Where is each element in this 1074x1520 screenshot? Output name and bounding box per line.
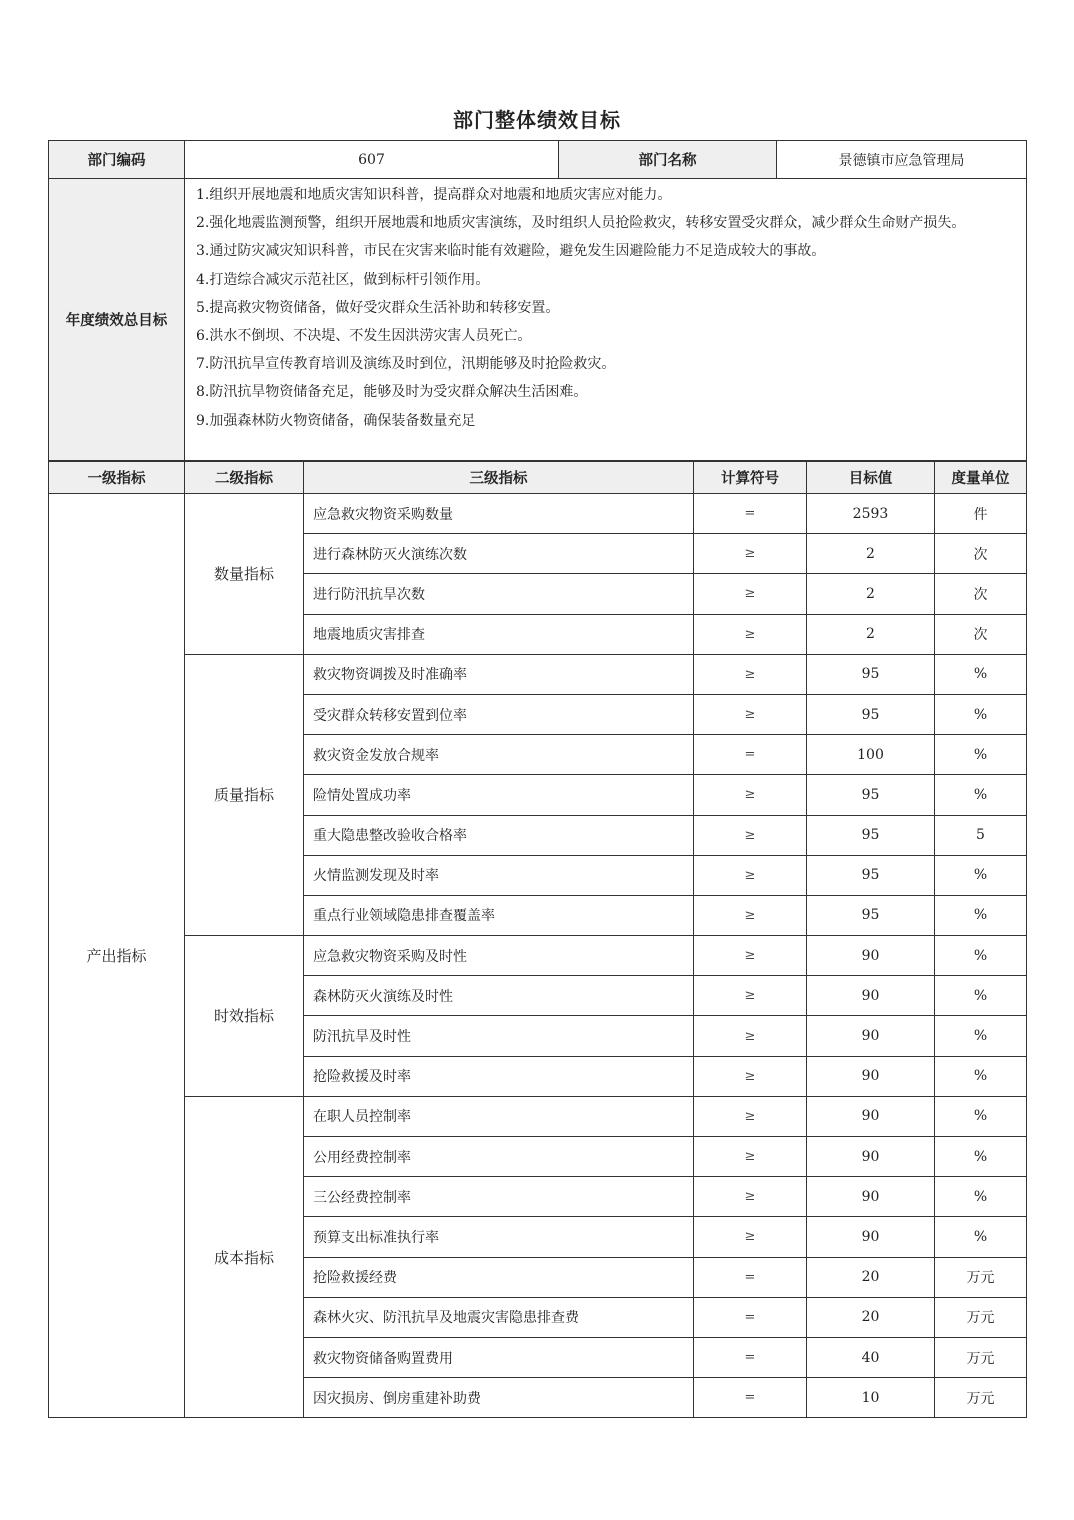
indicator-name: 受灾群众转移安置到位率	[304, 694, 694, 734]
target-value-cell: 40	[807, 1337, 935, 1377]
goal-item: 4.打造综合减灾示范社区，做到标杆引领作用。	[196, 271, 490, 288]
header-level1: 一级指标	[49, 462, 185, 494]
level2-cell: 时效指标	[185, 936, 304, 1097]
operator-cell: ≥	[694, 534, 807, 574]
target-value-cell: 100	[807, 735, 935, 775]
table-row	[49, 654, 1027, 694]
unit-cell: %	[935, 895, 1027, 935]
indicator-name: 森林防灭火演练及时性	[304, 976, 694, 1016]
dept-name-label: 部门名称	[559, 141, 777, 179]
unit-cell: %	[935, 694, 1027, 734]
goal-item: 7.防汛抗旱宣传教育培训及演练及时到位，汛期能够及时抢险救灾。	[196, 356, 616, 373]
unit-cell: 件	[935, 494, 1027, 534]
indicator-name: 森林火灾、防汛抗旱及地震灾害隐患排查费	[304, 1297, 694, 1337]
goal-item: 9.加强森林防火物资储备，确保装备数量充足	[196, 412, 476, 429]
target-value-cell: 90	[807, 1217, 935, 1257]
operator-cell: =	[694, 735, 807, 775]
target-value-cell: 95	[807, 775, 935, 815]
target-value-cell: 95	[807, 895, 935, 935]
operator-cell: =	[694, 1337, 807, 1377]
indicator-name: 因灾损房、倒房重建补助费	[304, 1378, 694, 1418]
indicator-name: 三公经费控制率	[304, 1177, 694, 1217]
operator-cell: ≥	[694, 775, 807, 815]
indicator-name: 火情监测发现及时率	[304, 855, 694, 895]
indicator-name: 在职人员控制率	[304, 1096, 694, 1136]
unit-cell: 次	[935, 574, 1027, 614]
goal-item: 1.组织开展地震和地质灾害知识科普，提高群众对地震和地质灾害应对能力。	[196, 187, 672, 203]
target-value-cell: 90	[807, 1177, 935, 1217]
unit-cell: 5	[935, 815, 1027, 855]
level1-cell: 产出指标	[49, 494, 185, 1418]
unit-cell: %	[935, 1016, 1027, 1056]
unit-cell: %	[935, 1056, 1027, 1096]
indicator-name: 预算支出标准执行率	[304, 1217, 694, 1257]
operator-cell: =	[694, 1378, 807, 1418]
operator-cell: =	[694, 1257, 807, 1297]
unit-cell: %	[935, 855, 1027, 895]
target-value-cell: 95	[807, 694, 935, 734]
unit-cell: %	[935, 976, 1027, 1016]
dept-name-value: 景德镇市应急管理局	[777, 141, 1027, 179]
target-value-cell: 10	[807, 1378, 935, 1418]
target-value-cell: 2	[807, 614, 935, 654]
target-value-cell: 2593	[807, 494, 935, 534]
operator-cell: ≥	[694, 1137, 807, 1177]
dept-code-value: 607	[185, 141, 559, 179]
operator-cell: ≥	[694, 614, 807, 654]
target-value-cell: 90	[807, 1056, 935, 1096]
operator-cell: ≥	[694, 654, 807, 694]
indicator-table	[48, 461, 1027, 1418]
operator-cell: ≥	[694, 1016, 807, 1056]
dept-info-table	[48, 140, 1027, 461]
operator-cell: =	[694, 494, 807, 534]
indicator-name: 地震地质灾害排查	[304, 614, 694, 654]
target-value-cell: 2	[807, 574, 935, 614]
table-row	[49, 494, 1027, 534]
unit-cell: 万元	[935, 1378, 1027, 1418]
header-level2: 二级指标	[185, 462, 304, 494]
header-level3: 三级指标	[304, 462, 694, 494]
annual-goal-list	[185, 179, 1027, 461]
level2-cell: 数量指标	[185, 494, 304, 655]
operator-cell: ≥	[694, 855, 807, 895]
target-value-cell: 90	[807, 1016, 935, 1056]
goal-item: 2.强化地震监测预警，组织开展地震和地质灾害演练，及时组织人员抢险救灾，转移安置受灾群众，减少群众生命财产损失。	[196, 215, 966, 232]
target-value-cell: 90	[807, 1096, 935, 1136]
target-value-cell: 90	[807, 976, 935, 1016]
operator-cell: ≥	[694, 1056, 807, 1096]
dept-code-label: 部门编码	[49, 141, 185, 179]
operator-cell: ≥	[694, 1217, 807, 1257]
target-value-cell: 20	[807, 1257, 935, 1297]
operator-cell: ≥	[694, 574, 807, 614]
operator-cell: ≥	[694, 1096, 807, 1136]
target-value-cell: 90	[807, 1137, 935, 1177]
operator-cell: ≥	[694, 936, 807, 976]
target-value-cell: 95	[807, 815, 935, 855]
indicator-name: 公用经费控制率	[304, 1137, 694, 1177]
unit-cell: 次	[935, 534, 1027, 574]
operator-cell: ≥	[694, 895, 807, 935]
indicator-name: 救灾资金发放合规率	[304, 735, 694, 775]
indicator-name: 救灾物资储备购置费用	[304, 1337, 694, 1377]
operator-cell: =	[694, 1297, 807, 1337]
level2-cell: 成本指标	[185, 1096, 304, 1418]
target-value-cell: 95	[807, 654, 935, 694]
table-row	[49, 936, 1027, 976]
header-operator: 计算符号	[694, 462, 807, 494]
operator-cell: ≥	[694, 694, 807, 734]
indicator-name: 进行森林防灭火演练次数	[304, 534, 694, 574]
indicator-name: 抢险救援及时率	[304, 1056, 694, 1096]
goal-item: 8.防汛抗旱物资储备充足，能够及时为受灾群众解决生活困难。	[196, 384, 588, 401]
table-row	[49, 1096, 1027, 1136]
indicator-name: 险情处置成功率	[304, 775, 694, 815]
unit-cell: 次	[935, 614, 1027, 654]
indicator-name: 应急救灾物资采购及时性	[304, 936, 694, 976]
page-title: 部门整体绩效目标	[453, 108, 621, 132]
goal-item: 6.洪水不倒坝、不决堤、不发生因洪涝灾害人员死亡。	[196, 328, 532, 345]
operator-cell: ≥	[694, 815, 807, 855]
target-value-cell: 95	[807, 855, 935, 895]
unit-cell: %	[935, 735, 1027, 775]
indicator-name: 重点行业领域隐患排查覆盖率	[304, 895, 694, 935]
operator-cell: ≥	[694, 976, 807, 1016]
unit-cell: %	[935, 1217, 1027, 1257]
target-value-cell: 90	[807, 936, 935, 976]
header-unit: 度量单位	[935, 462, 1027, 494]
unit-cell: %	[935, 1137, 1027, 1177]
annual-goal-label: 年度绩效总目标	[49, 179, 185, 461]
target-value-cell: 20	[807, 1297, 935, 1337]
unit-cell: %	[935, 1096, 1027, 1136]
goal-item: 5.提高救灾物资储备，做好受灾群众生活补助和转移安置。	[196, 299, 560, 316]
goal-item: 3.通过防灾减灾知识科普，市民在灾害来临时能有效避险，避免发生因避险能力不足造成较大的事故。	[196, 243, 826, 260]
indicator-name: 应急救灾物资采购数量	[304, 494, 694, 534]
unit-cell: %	[935, 1177, 1027, 1217]
level2-cell: 质量指标	[185, 654, 304, 935]
indicator-name: 救灾物资调拨及时准确率	[304, 654, 694, 694]
operator-cell: ≥	[694, 1177, 807, 1217]
unit-cell: 万元	[935, 1297, 1027, 1337]
header-target: 目标值	[807, 462, 935, 494]
unit-cell: 万元	[935, 1337, 1027, 1377]
unit-cell: %	[935, 775, 1027, 815]
unit-cell: 万元	[935, 1257, 1027, 1297]
indicator-name: 重大隐患整改验收合格率	[304, 815, 694, 855]
indicator-name: 防汛抗旱及时性	[304, 1016, 694, 1056]
unit-cell: %	[935, 654, 1027, 694]
unit-cell: %	[935, 936, 1027, 976]
indicator-name: 抢险救援经费	[304, 1257, 694, 1297]
target-value-cell: 2	[807, 534, 935, 574]
indicator-name: 进行防汛抗旱次数	[304, 574, 694, 614]
